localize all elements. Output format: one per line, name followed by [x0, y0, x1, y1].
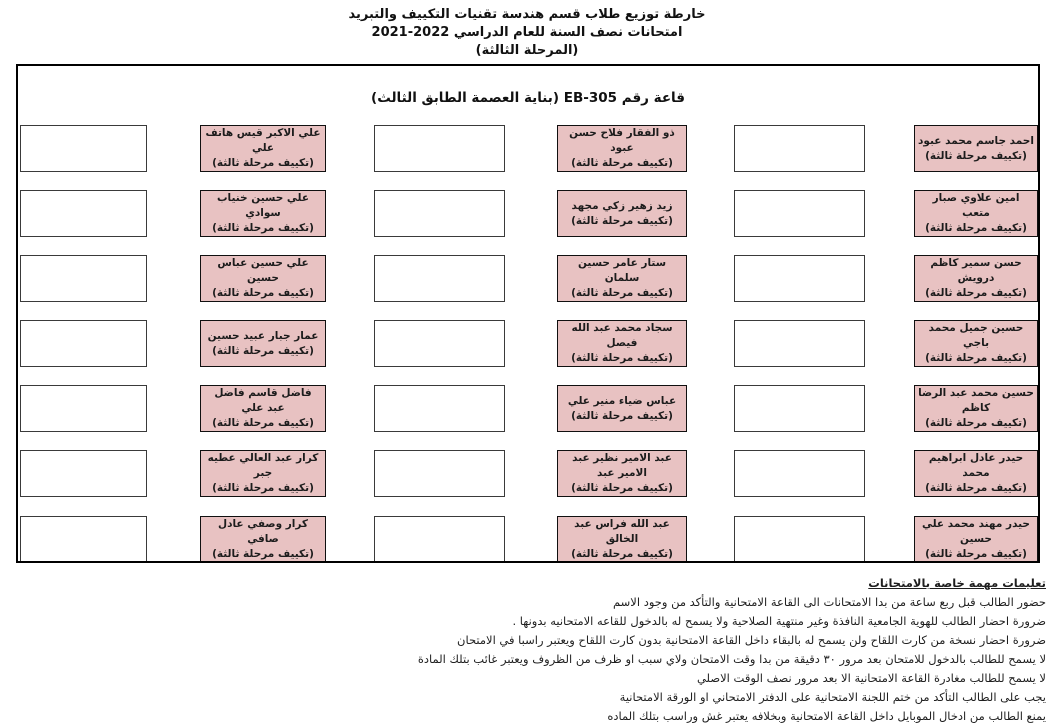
seat-student — [914, 450, 1038, 497]
student-name: احمد جاسم محمد عبود — [918, 134, 1034, 147]
exam-instructions — [66, 574, 1046, 726]
seat-empty — [734, 255, 865, 302]
seat-empty — [374, 255, 505, 302]
seat-student — [200, 320, 326, 367]
seating-chart-frame — [16, 64, 1040, 563]
document-title-line-3: (المرحلة الثالثة) — [475, 43, 579, 58]
seat-empty — [20, 385, 147, 432]
seat-student — [557, 255, 687, 302]
student-stage-label: (تكييف مرحلة ثالثة) — [212, 157, 314, 169]
student-stage-label: (تكييف مرحلة ثالثة) — [212, 482, 314, 494]
student-stage-label: (تكييف مرحلة ثالثة) — [212, 344, 314, 357]
student-name: حيدر عادل ابراهيم محمد — [928, 452, 1024, 479]
seat-student — [557, 385, 687, 432]
seat-empty — [20, 255, 147, 302]
student-stage-label: (تكييف مرحلة ثالثة) — [212, 548, 314, 560]
seat-student — [200, 255, 326, 302]
seat-student — [557, 450, 687, 497]
student-stage-label: (تكييف مرحلة ثالثة) — [925, 222, 1027, 234]
instruction-line: حضور الطالب قبل ربع ساعة من بدا الامتحانات الى القاعة الامتحانية والتأكد من وجود الاسم — [613, 595, 1046, 609]
seat-student — [557, 320, 687, 367]
instruction-line: ضرورة احضار نسخة من كارت اللقاح ولن يسمح له بالبقاء داخل القاعة الامتحانية بدون كارت اللقاح ويعتبر راسبا في الامتحان — [457, 633, 1046, 647]
student-name: علي حسين خنياب سوادي — [216, 192, 309, 219]
instruction-line: ضرورة احضار الطالب للهوية الجامعية النافذة وغير منتهية الصلاحية ولا يسمح له بالدخول للقاعه الامتحانيه بدونها . — [512, 614, 1046, 628]
student-name: فاضل قاسم فاضل عبد علي — [214, 387, 312, 414]
seat-empty — [734, 190, 865, 237]
student-name: كرار عبد العالي عطيه جبر — [207, 452, 319, 479]
document-title — [0, 6, 1054, 60]
student-name: امين علاوي صبار متعب — [932, 192, 1020, 219]
document-title-line-1: خارطة توزيع طلاب قسم هندسة تقنيات التكييف والتبريد — [348, 7, 706, 22]
student-name: ذو الفقار فلاح حسن عبود — [569, 127, 675, 154]
seat-student — [200, 385, 326, 432]
seat-student — [914, 255, 1038, 302]
seat-empty — [734, 385, 865, 432]
seat-empty — [374, 320, 505, 367]
instructions-title: تعليمات مهمة خاصة بالامتحانات — [868, 576, 1046, 590]
seat-empty — [734, 125, 865, 172]
seat-student — [914, 385, 1038, 432]
student-name: عمار جبار عبيد حسين — [207, 329, 319, 342]
student-stage-label: (تكييف مرحلة ثالثة) — [925, 482, 1027, 494]
student-name: عبد الله فراس عبد الخالق — [574, 518, 670, 545]
student-name: زيد زهير زكي مجهد — [571, 199, 673, 212]
seat-student — [200, 450, 326, 497]
student-stage-label: (تكييف مرحلة ثالثة) — [571, 287, 673, 299]
student-stage-label: (تكييف مرحلة ثالثة) — [925, 417, 1027, 429]
instruction-line: لا يسمح للطالب بالدخول للامتحان بعد مرور ٣٠ دقيقة من بدا وقت الامتحان ولاي سبب او ظرف من الظروف ويعتبر غائب بتلك المادة — [417, 652, 1046, 666]
seat-empty — [374, 385, 505, 432]
student-name: سجاد محمد عبد الله فيصل — [571, 322, 673, 349]
instructions-lines — [66, 593, 1046, 726]
student-stage-label: (تكييف مرحلة ثالثة) — [571, 409, 673, 422]
student-stage-label: (تكييف مرحلة ثالثة) — [571, 157, 673, 169]
seat-student — [914, 190, 1038, 237]
student-name: حسين محمد عبد الرضا كاظم — [918, 387, 1034, 414]
seat-empty — [374, 190, 505, 237]
instruction-line: يمنع الطالب من ادخال الموبايل داخل القاعة الامتحانية وبخلافه يعتبر غش وراسب بتلك الماده — [607, 709, 1046, 723]
instruction-line: لا يسمح للطالب مغادرة القاعة الامتحانية الا بعد مرور نصف الوقت الاصلي — [696, 671, 1046, 685]
student-name: حسن سمير كاظم درويش — [930, 257, 1022, 284]
seat-empty — [20, 125, 147, 172]
seat-empty — [734, 516, 865, 563]
seat-student — [557, 125, 687, 172]
hall-title: قاعة رقم EB-305 (بناية العصمة الطابق الثالث) — [371, 90, 685, 106]
seat-student — [200, 516, 326, 563]
student-name: عبد الامير نظير عبد الامير عبد — [572, 452, 672, 479]
student-stage-label: (تكييف مرحلة ثالثة) — [571, 214, 673, 227]
student-name: علي حسين عباس حسين — [217, 257, 309, 284]
seat-student — [200, 190, 326, 237]
seat-student — [914, 516, 1038, 563]
student-stage-label: (تكييف مرحلة ثالثة) — [212, 287, 314, 299]
student-stage-label: (تكييف مرحلة ثالثة) — [925, 149, 1027, 162]
seat-empty — [20, 320, 147, 367]
student-name: علي الاكبر قيس هاتف علي — [205, 127, 321, 154]
seat-empty — [734, 320, 865, 367]
student-stage-label: (تكييف مرحلة ثالثة) — [212, 222, 314, 234]
student-stage-label: (تكييف مرحلة ثالثة) — [925, 352, 1027, 364]
seat-student — [557, 190, 687, 237]
student-name: كرار وصفي عادل صافي — [217, 518, 309, 545]
seat-empty — [734, 450, 865, 497]
seat-student — [200, 125, 326, 172]
seat-student — [914, 320, 1038, 367]
seat-empty — [20, 190, 147, 237]
student-name: حسين جميل محمد باجي — [928, 322, 1024, 349]
instruction-line: يجب على الطالب التأكد من ختم اللجنة الامتحانية على الدفتر الامتحاني او الورقة الامتحانية — [619, 690, 1046, 704]
student-stage-label: (تكييف مرحلة ثالثة) — [212, 417, 314, 429]
seat-empty — [20, 450, 147, 497]
seat-empty — [374, 450, 505, 497]
student-stage-label: (تكييف مرحلة ثالثة) — [925, 287, 1027, 299]
seat-empty — [374, 125, 505, 172]
seat-student — [914, 125, 1038, 172]
student-stage-label: (تكييف مرحلة ثالثة) — [571, 352, 673, 364]
document-title-line-2: امتحانات نصف السنة للعام الدراسي 2022-2021 — [371, 25, 683, 40]
student-name: ستار عامر حسين سلمان — [577, 257, 667, 284]
seat-student — [557, 516, 687, 563]
student-stage-label: (تكييف مرحلة ثالثة) — [571, 548, 673, 560]
student-stage-label: (تكييف مرحلة ثالثة) — [571, 482, 673, 494]
student-name: حيدر مهند محمد علي حسين — [922, 518, 1030, 545]
student-name: عباس ضياء منير علي — [567, 394, 677, 407]
seat-empty — [374, 516, 505, 563]
student-stage-label: (تكييف مرحلة ثالثة) — [925, 548, 1027, 560]
seat-empty — [20, 516, 147, 563]
